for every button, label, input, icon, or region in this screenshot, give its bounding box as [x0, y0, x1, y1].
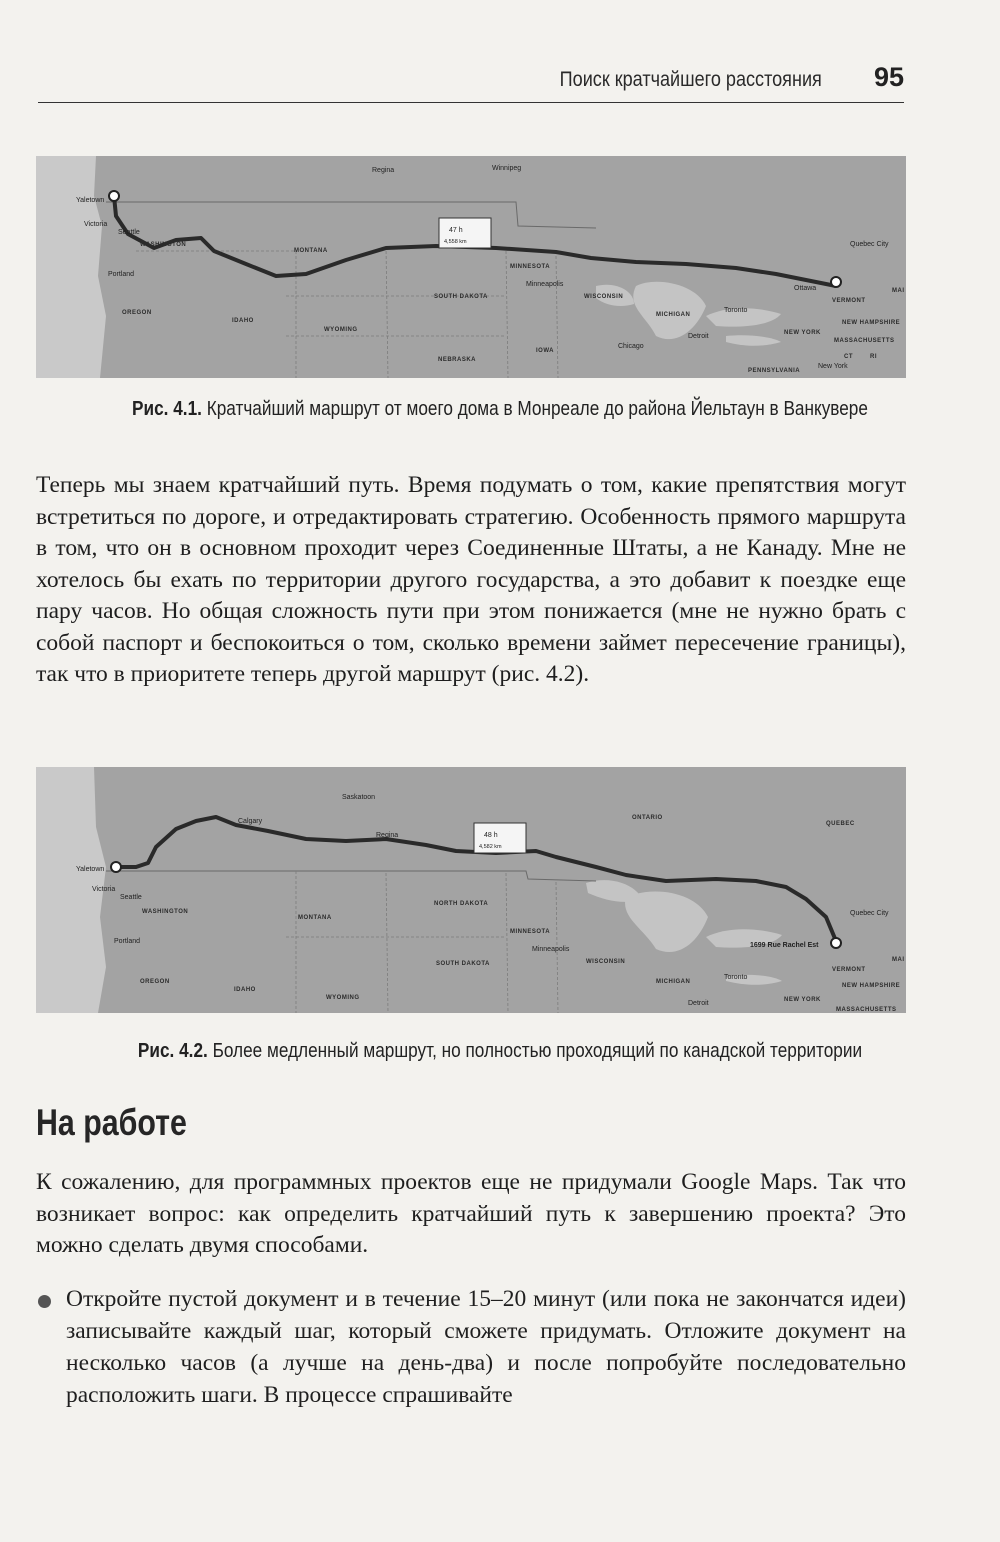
map-label: WASHINGTON [142, 909, 189, 915]
map-label: NEW HAMPSHIRE [842, 320, 901, 326]
map-label: Regina [376, 832, 399, 839]
map-label: SOUTH DAKOTA [436, 961, 490, 967]
map-label: QUEBEC [826, 821, 855, 827]
start-marker [111, 862, 121, 872]
map-label: RI [870, 354, 877, 360]
map-label: IOWA [536, 348, 554, 354]
start-marker [109, 191, 119, 201]
map-label: WISCONSIN [584, 294, 624, 300]
map-label: MONTANA [298, 915, 332, 921]
map-label: New York [818, 363, 848, 370]
map-label: Toronto [724, 974, 748, 981]
map-label: Saskatoon [342, 794, 376, 801]
map-label: IDAHO [234, 987, 256, 993]
bullet-item: Откройте пустой документ и в течение 15–20 минут (или пока не закончатся идеи) записывайте каждый шаг, который сможете придумать. Отложите документ на несколько часов (а лучше на день-два) и после попробуйте последовательно расположить шаги. В процессе спрашивайте [66, 1286, 906, 1408]
map-label: Minneapolis [532, 946, 570, 953]
map-label: Yaletown [76, 197, 105, 204]
map-label: MAI [892, 288, 905, 294]
map-label: Portland [114, 938, 141, 945]
map-label: MINNESOTA [510, 929, 551, 935]
route-map-svg [36, 156, 906, 378]
map-label: ONTARIO [632, 815, 663, 821]
route-map-svg [36, 767, 906, 1013]
running-header [38, 60, 904, 103]
map-label: MICHIGAN [656, 979, 691, 985]
map-label: WYOMING [324, 327, 358, 333]
map-label: NEW YORK [784, 997, 821, 1003]
map-label: IDAHO [232, 318, 254, 324]
page-number: 95 [873, 62, 904, 92]
map-label: Winnipeg [492, 165, 522, 172]
map-label: Minneapolis [526, 281, 564, 288]
body-paragraph: Теперь мы знаем кратчайший путь. Время подумать о том, какие препятствия могут встретиться по дороге, и отредактировать стратегию. Особенность прямого маршрута в том, что он в основном проходит через Соединенные Штаты, а не Канаду. Мне не хотелось бы ехать по территории другого государства, а это добавит к поездке еще пару часов. Но общая сложность пути при этом понижается (мне не нужно брать с собой паспорт и беспокоиться о том, сколько времени займет пересечение границы), так что в приоритете теперь другой маршрут (рис. 4.2). [36, 472, 906, 687]
caption-label: Рис. 4.1. [132, 398, 202, 420]
map-label: Ottawa [794, 285, 817, 292]
map-label: MICHIGAN [656, 312, 691, 318]
route-distance: 4,582 km [479, 844, 502, 850]
map-label: Detroit [688, 333, 709, 340]
end-marker [831, 938, 841, 948]
map-label: SOUTH DAKOTA [434, 294, 488, 300]
running-header-title: Поиск кратчайшего расстояния [559, 68, 822, 91]
map-label: Portland [108, 271, 135, 278]
map-label: WASHINGTON [140, 242, 187, 248]
map-label: NEW HAMPSHIRE [842, 983, 901, 989]
map-label: Victoria [92, 886, 116, 893]
map-label: Yaletown [76, 866, 105, 873]
figure-4-1-map [36, 156, 906, 378]
map-label: Detroit [688, 1000, 709, 1007]
figure-4-2-map [36, 767, 906, 1013]
map-label: Seattle [118, 229, 140, 236]
map-label: MASSACHUSETTS [834, 338, 895, 344]
map-label: MONTANA [294, 248, 328, 254]
caption-label: Рис. 4.2. [137, 1040, 208, 1062]
map-label: Quebec City [850, 910, 889, 917]
map-label: WYOMING [326, 995, 360, 1001]
body-paragraph: К сожалению, для программных проектов еще не придумали Google Maps. Так что возникает вопрос: как определить кратчайший путь к завершению проекта? Это можно сделать двумя способами. [36, 1169, 906, 1258]
figure-4-2-caption [70, 1040, 930, 1063]
route-duration: 48 h [484, 832, 498, 839]
map-label: OREGON [140, 979, 170, 985]
map-label: CT [844, 354, 853, 360]
map-label: MAI [892, 957, 905, 963]
destination-label: 1699 Rue Rachel Est [750, 942, 819, 949]
caption-text: Кратчайший маршрут от моего дома в Монреале до района Йельтаун в Ванкувере [206, 398, 868, 420]
map-label: Quebec City [850, 241, 889, 248]
map-label: WISCONSIN [586, 959, 626, 965]
map-label: PENNSYLVANIA [748, 368, 801, 374]
caption-text: Более медленный маршрут, но полностью проходящий по канадской территории [212, 1040, 863, 1062]
map-label: MINNESOTA [510, 264, 551, 270]
section-heading: На работе [36, 1102, 187, 1143]
route-distance: 4,558 km [444, 239, 467, 245]
end-marker [831, 277, 841, 287]
map-label: NORTH DAKOTA [434, 901, 489, 907]
map-label: NEW YORK [784, 330, 821, 336]
map-label: NEBRASKA [438, 357, 477, 363]
map-label: VERMONT [832, 298, 866, 304]
map-label: MASSACHUSETTS [836, 1007, 897, 1013]
map-label: VERMONT [832, 967, 866, 973]
map-label: Seattle [120, 894, 142, 901]
map-label: Regina [372, 167, 395, 174]
map-label: Chicago [618, 343, 644, 350]
map-label: Calgary [238, 818, 263, 825]
route-duration: 47 h [449, 227, 463, 234]
map-label: Toronto [724, 307, 748, 314]
bullet-icon [38, 1295, 51, 1308]
map-label: OREGON [122, 310, 152, 316]
map-label: Victoria [84, 221, 108, 228]
figure-4-1-caption [70, 398, 930, 421]
